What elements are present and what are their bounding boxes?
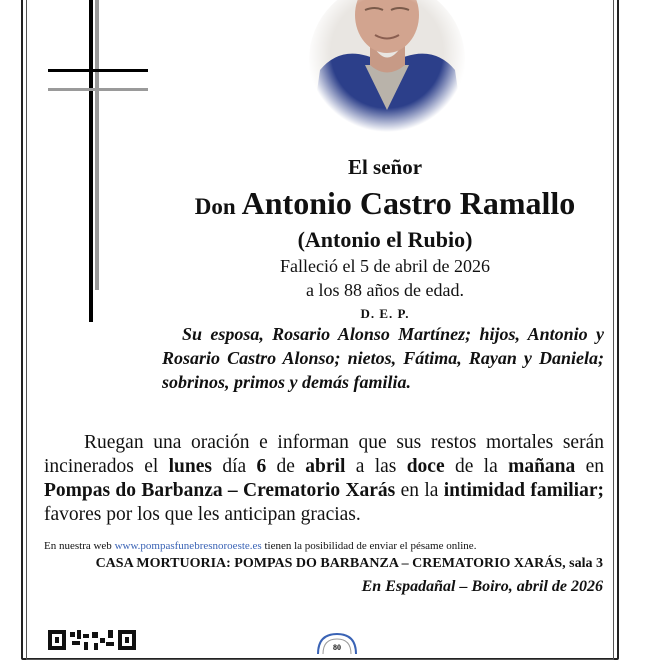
cross-icon bbox=[48, 0, 148, 325]
request-text: en la bbox=[395, 480, 444, 501]
funeral-home-logo bbox=[314, 630, 360, 654]
request-text: a las bbox=[345, 456, 407, 477]
family-list: Su esposa, Rosario Alonso Martínez; hijos, Antonio y Rosario Castro Alonso; nietos, Fátima, Rayan y Daniela; sobrinos, primos y demás familia. bbox=[162, 324, 604, 392]
website-link[interactable]: www.pompasfunebresnoroeste.es bbox=[114, 540, 262, 552]
web-note bbox=[44, 540, 604, 552]
request-text: día bbox=[211, 456, 257, 477]
nickname: (Antonio el Rubio) bbox=[297, 227, 473, 252]
request-date: 6 bbox=[256, 456, 267, 477]
qr-code-icon bbox=[48, 630, 143, 650]
age-text: a los 88 años de edad. bbox=[306, 280, 464, 300]
web-note-text: tienen la posibilidad de enviar el pésame online. bbox=[261, 540, 477, 552]
request-text: favores por los que les anticipan gracias. bbox=[44, 504, 361, 525]
place-date: En Espadañal – Boiro, abril de 2026 bbox=[361, 578, 603, 595]
request-text: de bbox=[266, 456, 306, 477]
request-text: Ruegan una oración e informan que sus restos mortales serán incinerados el bbox=[44, 432, 604, 477]
mortuary-address: CASA MORTUORIA: POMPAS DO BARBANZA – CREMATORIO XARÁS, sala 3 bbox=[95, 556, 603, 571]
request-privacy: intimidad familiar; bbox=[443, 480, 604, 501]
portrait-photo bbox=[305, 0, 470, 140]
title-prefix: Don bbox=[194, 194, 236, 219]
request-text: de la bbox=[444, 456, 509, 477]
request-month: abril bbox=[305, 456, 346, 477]
death-date: Falleció el 5 de abril de 2026 bbox=[280, 256, 490, 276]
rip-text: D. E. P. bbox=[360, 306, 410, 321]
web-note-text: En nuestra web bbox=[44, 540, 115, 552]
request-paragraph bbox=[44, 431, 604, 527]
request-day: lunes bbox=[168, 456, 212, 477]
request-venue: Pompas do Barbanza – Crematorio Xarás bbox=[44, 480, 396, 501]
request-hour: doce bbox=[406, 456, 445, 477]
logo-text: 80 bbox=[333, 643, 341, 652]
request-period: mañana bbox=[508, 456, 576, 477]
intro-text: El señor bbox=[347, 155, 423, 179]
full-name: Antonio Castro Ramallo bbox=[241, 185, 576, 221]
request-text: en bbox=[575, 456, 605, 477]
deceased-name bbox=[160, 185, 610, 222]
